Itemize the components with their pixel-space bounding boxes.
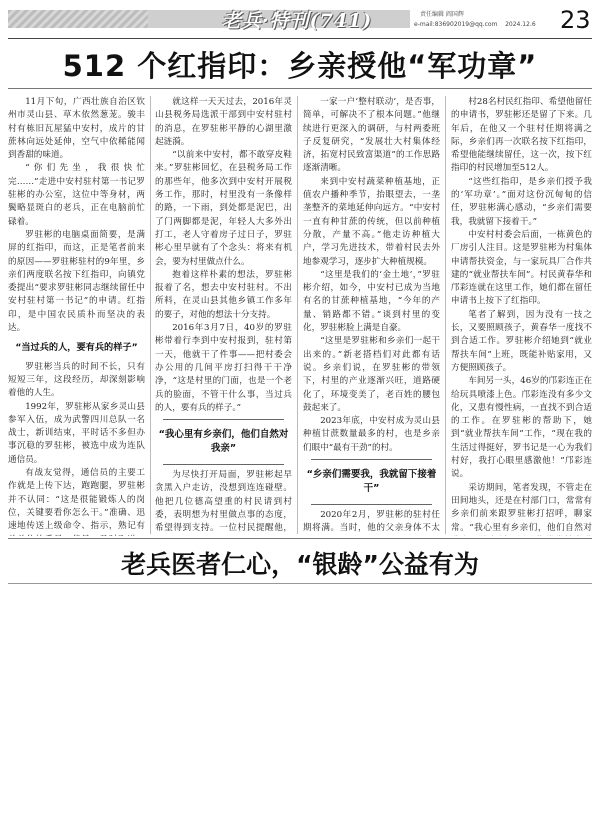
body-paragraph: 罗驻彬的电脑桌面简要，是满屏的红指印，而这，正是笔者前来的原因——罗驻彬驻村的9年里，乡亲们两度联名按下红指印，向镇党委提出“要求罗驻彬同志继续留任中安村驻村第一书记”的申请。红指印，是中国农民质朴而坚决的表达。 [8, 229, 145, 334]
page-number: 23 [560, 6, 591, 34]
column-title: 老兵·特刊(741) [222, 10, 373, 32]
body-paragraph: 中安村村委会后面，一栋黄色的厂房引人注目。这是罗驻彬为村集体申请帮扶资金，与一家玩具厂合作共建的“就业帮扶车间”。村民黄春华和邝彩连就在这里工作，她们都在留任申请书上按下了红指印。 [451, 229, 592, 307]
article1-column-1 [8, 96, 145, 536]
headline-rule [8, 583, 592, 584]
article1-column-3 [303, 96, 440, 536]
column-divider [445, 96, 446, 534]
column-divider [150, 96, 151, 534]
article1-headline: 512 个红指印：乡亲授他“军功章” [62, 49, 538, 83]
body-paragraph: 一家一户‘整村联动’，是否事，简单，可解决不了根本问题。”他继续进行更深入的调研，与村两委班子反复研究，“发展壮大村集体经济，拓宽村民致富渠道”的工作思路逐渐清晰。 [303, 97, 440, 174]
body-paragraph: 来到中安村蔬菜种植基地，正值农户播种季节，抬眼望去，一垄垄整齐的菜地延伸向远方。“中安村一直有种甘蔗的传统，但以前种植分散，产量不高。”他走访种植大户，学习先进技术，带着村民去外地参观学习，逐步扩大种植规模。 [303, 176, 440, 267]
body-paragraph: 村28名村民红指印、希望他留任的申请书，罗驻彬还是留了下来。几年后，在他又一个驻村任期将满之际，乡亲们再一次联名按下红指印，希望他能继续留任，这一次，按下红指印的村民增加至512人。 [451, 97, 592, 174]
body-paragraph: 11月下旬，广西壮族自治区钦州市灵山县、草木依然葱茏。骏丰村有栋旧瓦屋猛中安村，成片的甘蔗林向远处延伸，空气中依稀能闻到香甜的味道。 [8, 97, 145, 161]
body-paragraph: 有战友觉得，通信员的主要工作就是上传下达，跑跑腿，罗驻彬并不认同：“这是很能锻炼人的岗位，关键要看你怎么干。”准确、迅速地传送上级命令、指示，熟记有 [8, 468, 145, 532]
section-rule [8, 538, 592, 539]
editor-credit: 责任编辑 阎国辉 [420, 11, 464, 18]
body-paragraph: 1992年，罗驻彬从家乡灵山县参军入伍，成为武警四川总队一名战士，新训结束，平时话不多但办事沉稳的罗驻彬，被选中成为连队通信员。 [8, 401, 145, 465]
body-paragraph: 2016年3月7日，40岁的罗驻彬带着行李到中安村报到，驻村第一天，他就干了件事——把村委会办公用的几间平房打扫得干干净净，“这是村里的门面，也是一个老兵的脸面，不管干什么事，当过兵的人，要有兵的样子。” [155, 323, 292, 413]
issue-date: 2024.12.6 [505, 21, 536, 28]
article1-column-4 [451, 96, 592, 536]
body-paragraph: 采访期间，笔者发现，不管走在田间地头，还是在村部门口，常常有乡亲们前来跟罗驻彬打招呼，聊家常。“我心里有乡亲们，他们自然对 [451, 482, 592, 533]
headline-rule [8, 88, 592, 89]
body-paragraph: 为尽快打开局面，罗驻彬起早贪黑入户走访，没想到连连碰壁。他把几位德高望重的村民请到村委，表明想为村里做点事的态度，希望得到支持。一位村民提醒他， [155, 470, 292, 534]
article1-column-2 [155, 96, 292, 536]
email-date-line [414, 21, 536, 28]
body-paragraph: 2020年2月，罗驻彬的驻村任期将满。当时，他的父亲身体不太 [303, 510, 440, 534]
body-paragraph: “这里是罗驻彬和乡亲们一起干出来的。”新老搭档们对此都有话说。乡亲们说，在罗驻彬的带领下，村里的产业逐渐兴旺，道路硬化了，环境变美了，老百姓的腰包鼓起来了。 [303, 336, 440, 413]
body-paragraph: “以前来中安村，都不敢穿皮鞋来。”罗驻彬回忆，在县税务局工作的那些年，他多次到中安村开展税务工作，那时，村里没有一条像样的路，一下雨，到处都是泥巴，出了门两脚都是泥，年轻人大多外出打工，老人守着房子过日子，罗驻彬心里早就有了个念头：将来有机会，要为村里做点什么。 [155, 150, 292, 267]
article2-headline: 老兵医者仁心，“银龄”公益有为 [121, 550, 479, 579]
pullquote-rule [163, 464, 284, 465]
body-paragraph: 抱着这样朴素的想法，罗驻彬报着了名，想去中安村驻村。不出所料，在灵山县其他乡镇工作多年的要子，对他的想法十分支持。 [155, 269, 292, 320]
body-paragraph: “这里是我们的‘金土地’，”罗驻彬介绍，如今，中安村已成为当地有名的甘蔗种植基地，“今年的产量、销路都不错。”谈到村里的变化，罗驻彬脸上满是自豪。 [303, 269, 440, 334]
section-subhead: “当过兵的人，要有兵的样子” [15, 342, 138, 354]
body-paragraph: “这些红指印，是乡亲们授予我的‘军功章’。”面对这份沉甸甸的信任，罗驻彬满心感动，“乡亲们需要我，我就留下接着干。” [451, 176, 592, 227]
body-paragraph: 罗驻彬当兵的时间不长，只有短短三年，这段经历，却深刻影响着他的人生。 [8, 361, 145, 399]
pullquote-rule [163, 419, 284, 420]
body-paragraph: 车间另一头，46岁的邝彩连正在给玩具喷漆上色。邝彩连没有多少文化，又患有慢性病，一直找不到合适的工作。在罗驻彬的帮助下，她到“就业帮扶车间”工作，“现在我的生活过得挺好，罗书记是一心为我们村好，我打心眼里感激他！”邝彩连说。 [451, 376, 592, 480]
pull-quote: “乡亲们需要我，我就留下接着干” [306, 469, 437, 495]
column-divider [297, 96, 298, 534]
pullquote-rule [311, 504, 432, 505]
body-paragraph: “你们先坐，我很快忙完……”走进中安村驻村第一书记罗驻彬的办公室，这位中等身材，两鬓略显斑白的老兵，正在电脑前忙碌着。 [8, 163, 145, 227]
body-paragraph: 2023年底，中安村成为灵山县种植甘蔗数量最多的村，也是乡亲们眼中“最有干劲”的村。 [303, 416, 440, 453]
body-paragraph: 就这样一天天过去，2016年灵山县税务局选派干部到中安村驻村的消息，在罗驻彬平静的心湖里激起涟漪。 [155, 97, 292, 147]
editor-email: e-mail:836902019@qq.com [414, 21, 498, 28]
body-paragraph: 笔者了解到，因为没有一技之长，又要照顾孩子，黄春华一度找不到合适工作。罗驻彬介绍她到“就业帮扶车间”上班，既能补贴家用，又方便照顾孩子。 [451, 309, 592, 373]
masthead [0, 0, 600, 38]
header-rule [8, 38, 592, 39]
pull-quote: “我心里有乡亲们，他们自然对我亲” [158, 429, 289, 455]
pullquote-rule [311, 459, 432, 460]
